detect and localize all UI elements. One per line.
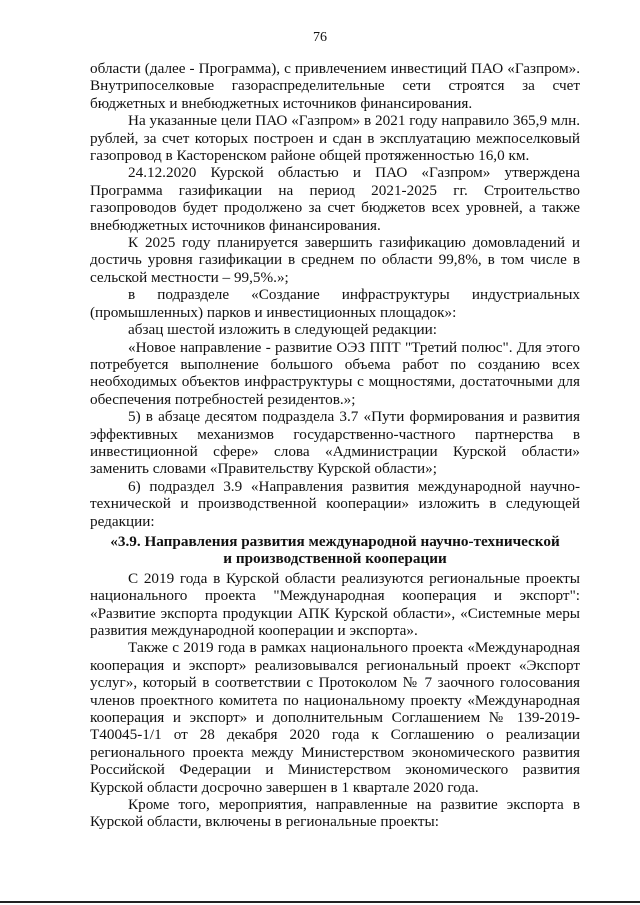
paragraph-sixth-abzats-instruction: абзац шестой изложить в следующей редакции: [128, 321, 437, 339]
paragraph-regional-projects-2019: С 2019 года в Курской области реализуются региональные проекты национального проекта "Международная кооперация и экспорт": «Развитие экспорта продукции АПК Курской области», «Системные меры развития международной кооперации и экспорта». [90, 569, 580, 639]
section-heading-3-9 [90, 533, 580, 568]
paragraph-item-5-ppp: 5) в абзаце десятом подраздела 3.7 «Пути формирования и развития эффективных механизмов государственно-частного партнерства в инвестиционной сфере» слова «Администрации Курской области» заменить словами «Правительству Курской области»; [90, 408, 580, 478]
paragraph-gasification-program-approval: 24.12.2020 Курской областью и ПАО «Газпром» утверждена Программа газификации на период 2021-2025 гг. Строительство газопроводов будет продолжено за счет бюджетов всех уровней, а также внебюджетных источников финансирования. [90, 164, 580, 234]
page-number: 76 [313, 30, 327, 45]
section-heading-line-1: «3.9. Направления развития международной научно-технической [110, 532, 560, 550]
paragraph-industrial-parks-subsection: в подразделе «Создание инфраструктуры индустриальных (промышленных) парков и инвестиционных площадок»: [90, 286, 580, 321]
document-body [90, 60, 580, 831]
page-bottom-edge [0, 901, 640, 903]
section-heading-line-2: и производственной кооперации [223, 550, 447, 568]
paragraph-export-services-project: Также с 2019 года в рамках национального проекта «Международная кооперация и экспорт» реализовывался региональный проект «Экспорт услуг», который в соответствии с Протоколом № 7 заочного голосования членов проектного комитета по национальному проекту «Международная кооперация и экспорт» и дополнительным Соглашением № 139-2019-Т40045-1/1 от 28 декабря 2020 года к Соглашению о реализации регионального проекта между Министерством экономического развития Российской Федерации и Министерством экономического развития Курской области досрочно завершен в 1 квартале 2020 года. [90, 639, 580, 796]
paragraph-gasification-target-2025: К 2025 году планируется завершить газификацию домовладений и достичь уровня газификации в среднем по области 99,8%, в том числе в сельской местности – 99,5%.»; [90, 234, 580, 286]
paragraph-gas-program-continuation: области (далее - Программа), с привлечением инвестиций ПАО «Газпром». Внутрипоселковые газораспределительные сети строятся за счет бюджетных и внебюджетных источников финансирования. [90, 60, 580, 112]
paragraph-gazprom-investment-2021: На указанные цели ПАО «Газпром» в 2021 году направило 365,9 млн. рублей, за счет которых построен и сдан в эксплуатацию межпоселковый газопровод в Касторенском районе общей протяженностью 16,0 км. [90, 112, 580, 165]
paragraph-export-measures-included: Кроме того, мероприятия, направленные на развитие экспорта в Курской области, включены в региональные проекты: [90, 796, 580, 831]
paragraph-oez-third-pole: «Новое направление - развитие ОЭЗ ППТ "Третий полюс". Для этого потребуется выполнение большого объема работ по созданию всех необходимых объектов инфраструктуры с мощностями, достаточными для обеспечения потребностей резидентов.»; [90, 338, 580, 408]
paragraph-item-6-subsection-3-9: 6) подраздел 3.9 «Направления развития международной научно-технической и производственной кооперации» изложить в следующей редакции: [90, 477, 580, 530]
